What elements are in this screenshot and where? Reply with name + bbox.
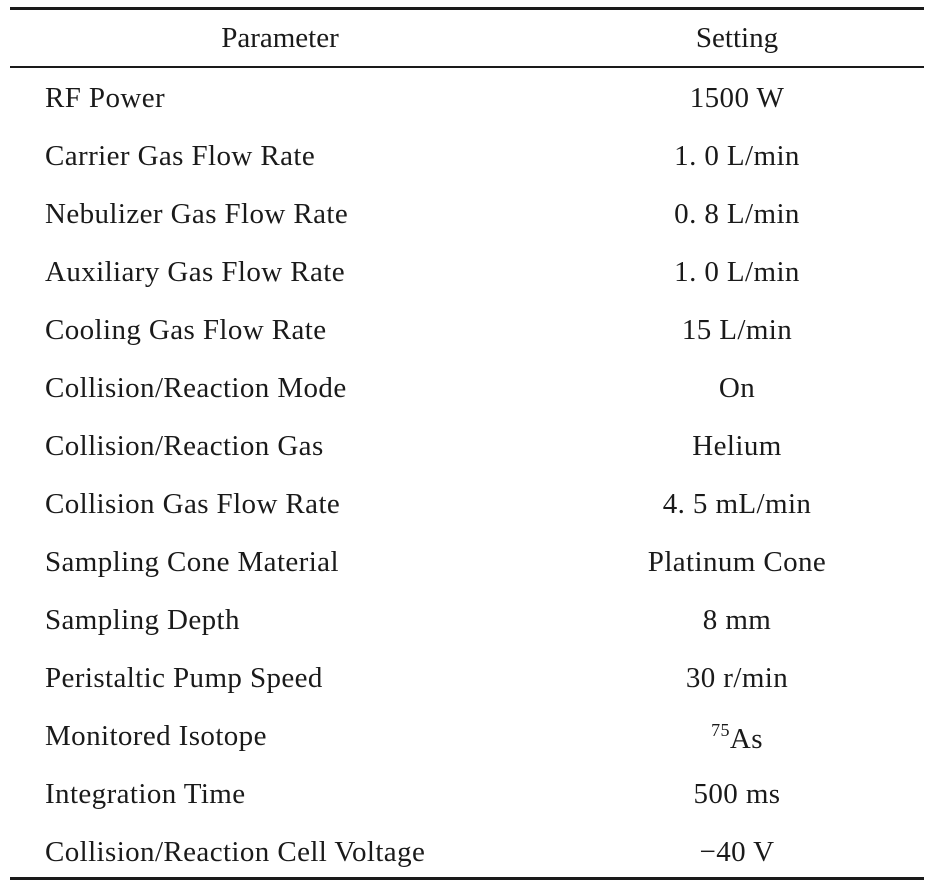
parameter-cell: Nebulizer Gas Flow Rate <box>45 198 349 230</box>
table-row <box>10 764 924 822</box>
table-bottom-rule <box>10 877 924 880</box>
setting-cell: 500 ms <box>693 778 781 810</box>
setting-cell: 30 r/min <box>685 662 789 694</box>
table-row <box>10 706 924 764</box>
parameter-cell: Sampling Cone Material <box>45 546 339 578</box>
setting-cell: −40 V <box>699 836 775 868</box>
table-row <box>10 822 924 880</box>
setting-cell: 1500 W <box>689 82 785 114</box>
header-parameter: Parameter <box>221 22 339 54</box>
setting-cell: 15 L/min <box>681 314 793 346</box>
parameter-cell: Cooling Gas Flow Rate <box>45 314 327 346</box>
table-header-row <box>10 10 924 66</box>
table-row <box>10 358 924 416</box>
isotope-mass-number: 75 <box>711 720 730 740</box>
isotope-symbol: As <box>729 723 763 755</box>
setting-cell: 0. 8 L/min <box>674 198 800 230</box>
table-row <box>10 648 924 706</box>
parameter-cell: Carrier Gas Flow Rate <box>45 140 316 172</box>
setting-cell: Platinum Cone <box>647 546 827 578</box>
parameter-cell: RF Power <box>45 82 166 114</box>
parameter-cell: Collision/Reaction Gas <box>45 430 324 462</box>
table-row <box>10 590 924 648</box>
setting-cell <box>550 720 924 756</box>
setting-cell: On <box>718 372 756 404</box>
table-row <box>10 126 924 184</box>
table-row <box>10 532 924 590</box>
setting-cell: 4. 5 mL/min <box>662 488 812 520</box>
table-row <box>10 474 924 532</box>
setting-cell: Helium <box>692 430 782 462</box>
parameter-cell: Monitored Isotope <box>45 720 267 752</box>
table-row <box>10 416 924 474</box>
table-row <box>10 68 924 126</box>
table-row <box>10 184 924 242</box>
table-row <box>10 300 924 358</box>
table-body <box>10 68 924 880</box>
parameter-cell: Collision Gas Flow Rate <box>45 488 341 520</box>
setting-cell: 1. 0 L/min <box>674 256 800 288</box>
table-row <box>10 242 924 300</box>
parameter-cell: Peristaltic Pump Speed <box>45 662 323 694</box>
parameter-cell: Collision/Reaction Cell Voltage <box>45 836 426 868</box>
parameter-cell: Auxiliary Gas Flow Rate <box>45 256 345 288</box>
header-setting: Setting <box>695 22 779 54</box>
parameter-cell: Collision/Reaction Mode <box>45 372 347 404</box>
setting-cell: 8 mm <box>702 604 772 636</box>
parameter-cell: Integration Time <box>45 778 246 810</box>
parameter-cell: Sampling Depth <box>45 604 240 636</box>
setting-cell: 1. 0 L/min <box>674 140 800 172</box>
